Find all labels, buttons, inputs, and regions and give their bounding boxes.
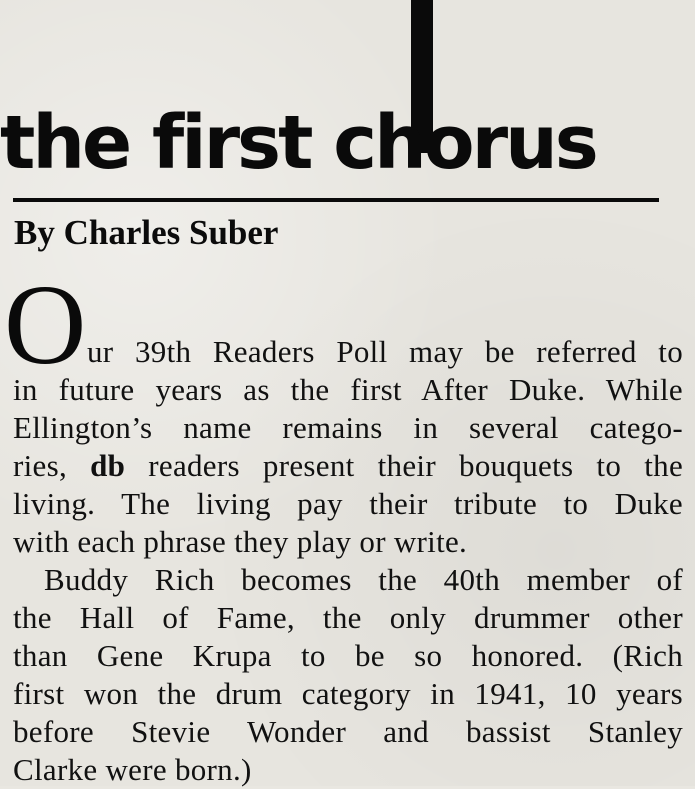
article-body (13, 371, 683, 789)
paragraph-2-line-5: before Stevie Wonder and bassist Stanley (13, 714, 683, 749)
drop-cap: O (4, 261, 87, 388)
line-4-start: ries, (13, 448, 91, 483)
paragraph-1-line-5: living. The living pay their tribute to Duke (13, 486, 683, 521)
column-headline: the first chorus (0, 100, 596, 186)
paragraph-2-line-3: than Gene Krupa to be so honored. (Rich (13, 638, 683, 673)
paragraph-1-line-6: with each phrase they play or write. (13, 524, 468, 559)
headline-rule (13, 198, 659, 202)
paragraph-2-line-4: first won the drum category in 1941, 10 years (13, 676, 683, 711)
paragraph-1-line-3: Ellington’s name remains in several catego- (13, 410, 683, 445)
paragraph-1-line-2: in future years as the first After Duke. While (13, 372, 683, 407)
paragraph-1-line-1: ur 39th Readers Poll may be referred to (87, 334, 683, 369)
paragraph-2-line-2: the Hall of Fame, the only drummer other (13, 600, 683, 635)
byline: By Charles Suber (14, 213, 279, 252)
db-abbreviation: db (90, 448, 126, 483)
line-4-end: readers present their bouquets to the (125, 448, 683, 483)
paragraph-1-line-4 (13, 447, 683, 485)
paragraph-2-line-6: Clarke were born.) (13, 752, 252, 787)
paragraph-2-line-1: Buddy Rich becomes the 40th member of (44, 562, 683, 597)
